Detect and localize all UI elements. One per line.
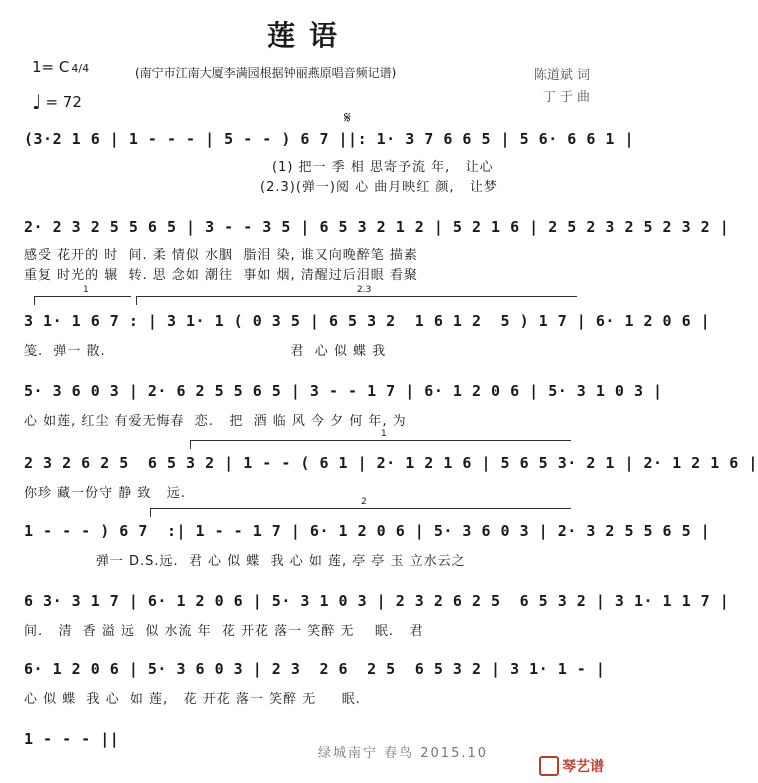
composer-credit: 丁 于 曲 [542, 90, 590, 105]
quarter-note-icon: ♩ [32, 90, 42, 114]
notation-line: (3·2 1 6 | 1 - - - | 5 - - ) 6 7 ||: 1· 3 7 6 6 5 | 5 6· 6 6 1 | [24, 130, 634, 148]
notation-line: 2 3 2 6 2 5 6 5 3 2 | 1 - - ( 6 1 | 2· 1 2 1 6 | 5 6 5 3· 2 1 | 2· 1 2 1 6 | [24, 454, 758, 472]
lyric-line: 弹一 D.S.远. 君 心 似 蝶 我 心 如 莲, 亭 亭 玉 立水云之 [24, 554, 466, 569]
transcriber-signature: 绿城南宁 春鸟 2015.10 [318, 746, 489, 761]
lyric-line: (2.3)(弹一)阅 心 曲月映红 颜, 让梦 [260, 180, 498, 195]
volta-ending-1: 1 [190, 440, 571, 449]
key-signature: 1= C 4/4 [32, 58, 90, 76]
logo-icon [539, 756, 559, 776]
segno-icon: 𝄋 [344, 108, 351, 127]
lyric-line: 笺. 弹一 散. 君 心 似 蝶 我 [24, 344, 387, 359]
notation-line: 1 - - - || [24, 730, 120, 748]
score-row-2 [24, 218, 730, 288]
notation-line: 1 - - - ) 6 7 :| 1 - - 1 7 | 6· 1 2 0 6 | 5· 3 6 0 3 | 2· 3 2 5 5 6 5 | [24, 522, 711, 540]
notation-line: 6 3· 3 1 7 | 6· 1 2 0 6 | 5· 3 1 0 3 | 2 3 2 6 2 5 6 5 3 2 | 3 1· 1 1 7 | [24, 592, 730, 610]
score-row-7 [24, 592, 730, 642]
notation-line: 2· 2 3 2 5 5 6 5 | 3 - - 3 5 | 6 5 3 2 1 2 | 5 2 1 6 | 2 5 2 3 2 5 2 3 2 | [24, 218, 730, 236]
score-row-3 [24, 312, 711, 362]
volta-first: 1 [34, 296, 131, 305]
volta-second: 2.3 [136, 296, 577, 305]
score-row-8 [24, 660, 606, 710]
song-title: 莲语 [266, 19, 351, 52]
tempo-marking: ♩ = 72 [32, 90, 82, 114]
score-row-1 [24, 130, 634, 200]
site-logo: 琴艺谱 [539, 756, 604, 776]
lyric-line: (1) 把一 季 相 思寄予流 年, 让心 [272, 160, 494, 175]
lyric-line: 你珍 藏一份守 静 致 远. [24, 486, 186, 501]
notation-line: 3 1· 1 6 7 : | 3 1· 1 ( 0 3 5 | 6 5 3 2 1 6 1 2 5 ) 1 7 | 6· 1 2 0 6 | [24, 312, 711, 330]
lyric-line: 心 如莲, 红尘 有爱无悔春 恋. 把 酒 临 风 今 夕 何 年, 为 [24, 414, 407, 429]
subtitle: (南宁市江南大厦李满园根据钟丽燕原唱音频记谱) [135, 66, 397, 80]
score-row-9 [24, 730, 602, 754]
lyric-line: 感受 花开的 时 间. 柔 情似 水胭 脂泪 染, 谁又向晚醉笔 描素 [24, 248, 418, 263]
notation-line: 5· 3 6 0 3 | 2· 6 2 5 5 6 5 | 3 - - 1 7 | 6· 1 2 0 6 | 5· 3 1 0 3 | [24, 382, 663, 400]
score-row-4 [24, 382, 663, 432]
lyric-line: 间. 清 香 溢 远 似 水流 年 花 开花 落一 笑醉 无 眠. 君 [24, 624, 424, 639]
volta-ending-2: 2 [150, 508, 571, 517]
lyric-line: 重复 时光的 辗 转. 思 念如 潮往 事如 烟, 清醒过后泪眼 看聚 [24, 268, 418, 283]
score-row-6 [24, 522, 711, 572]
lyricist-credit: 陈道斌 词 [533, 68, 590, 83]
score-row-5 [24, 454, 758, 504]
lyric-line: 心 似 蝶 我 心 如 莲, 花 开花 落一 笑醉 无 眠. [24, 692, 361, 707]
notation-line: 6· 1 2 0 6 | 5· 3 6 0 3 | 2 3 2 6 2 5 6 5 3 2 | 3 1· 1 - | [24, 660, 606, 678]
